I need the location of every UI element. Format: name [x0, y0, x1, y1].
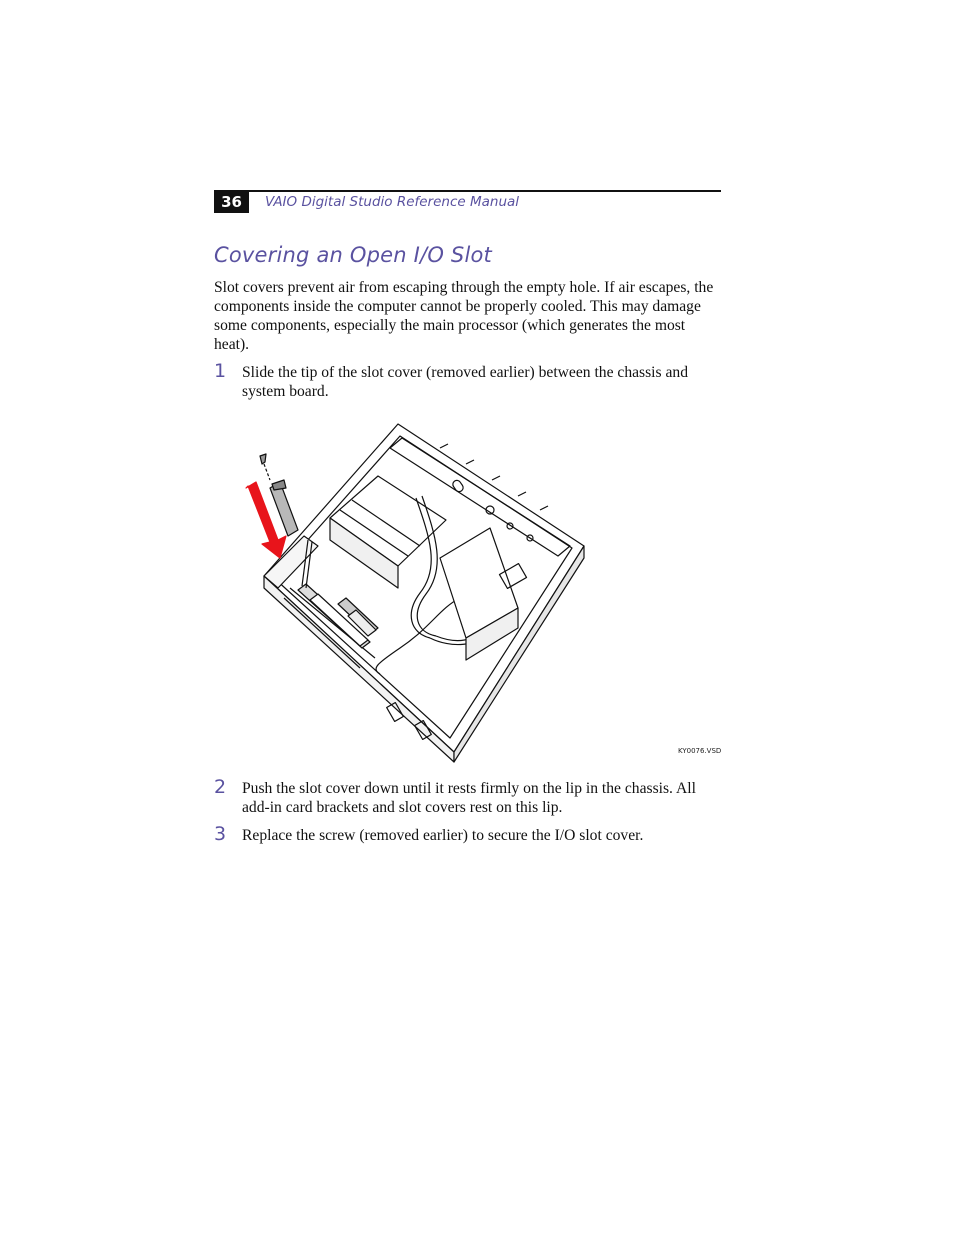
section-title: Covering an Open I/O Slot: [214, 243, 492, 267]
chassis-illustration: [240, 418, 720, 763]
step-text: Slide the tip of the slot cover (removed earlier) between the chassis and system board.: [242, 364, 688, 400]
figure-label: KY0076.VSD: [678, 747, 722, 755]
intro-paragraph: Slot covers prevent air from escaping through the empty hole. If air escapes, the components inside the computer cannot be properly cooled. This may damage some components, especially the main processor (which generates the most heat).: [214, 279, 714, 353]
step-text: Replace the screw (removed earlier) to secure the I/O slot cover.: [242, 827, 644, 844]
step-text: Push the slot cover down until it rests firmly on the lip in the chassis. All add-in card brackets and slot covers rest on this lip.: [242, 780, 696, 816]
page-number: 36: [214, 191, 249, 213]
running-title: VAIO Digital Studio Reference Manual: [265, 194, 520, 210]
step-number: 2: [214, 776, 227, 798]
header-rule: [214, 190, 721, 192]
step-number: 1: [214, 360, 227, 382]
step-number: 3: [214, 823, 227, 845]
